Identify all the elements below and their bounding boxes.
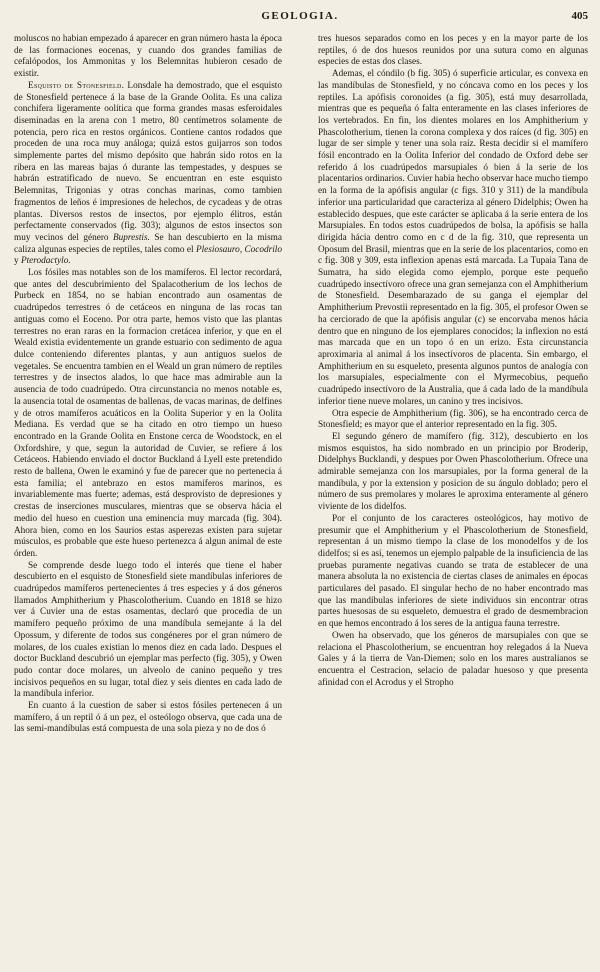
paragraph: tres huesos separados como en los peces y en la mayor parte de los reptiles, ó de dos huesos reunidos por una sutura como en algunas especies de estas dos clases. — [318, 34, 588, 68]
italic-term: Plesiosauro — [195, 244, 240, 255]
paragraph: Otra especie de Amphitherium (fig. 306), se ha encontrado cerca de Stonesfield; es mayor que el anterior representado en la fig. 305. — [318, 408, 588, 431]
paragraph: moluscos no habian empezado á aparecer en gran número hasta la época de las formaciones eocenas, y cuando dos grandes familias de cefalópodos, los Ammonitas y los Belemnitas hubieron cesado de existir. — [14, 34, 282, 80]
italic-term: Buprestis. — [113, 232, 150, 243]
left-text-column — [14, 34, 282, 964]
italic-term: Cocodrilo — [244, 244, 282, 255]
paragraph: Owen ha observado, que los géneros de marsupiales con que se relaciona el Phascolotherium, se encuentran hoy relegados á la Nueva Gales y á la tierra de Van-Diemen; solo en los mares australianos se encuentra el Cestracion, selacio de paladar huesoso y que presenta afinidad con el Acrodus y el Stropho — [318, 630, 588, 688]
paragraph: Ademas, el cóndilo (b fig. 305) ó superficie articular, es convexa en las mandíbulas de Stonesfield, y no cóncava como en los peces y los reptiles. La apófisis coronoides (a fig. 305), está muy desarrollada, mientras que es pequeña ó falta enteramente en las clases inferiores de los vertebrados. En fin, los dientes molares en los Amphitherium y Phascolotherium, tienen la corona complexa y dos raíces (d fig. 305) en lugar de ser simple y tener una sola raíz. Resta decidir si el mamífero fósil encontrado en la Oolita Inferior del condado de Oxford debe ser referido á los cuadrúpedos marsupiales ó bien á la serie de los placentarios ordinarios. Cuvier habia hecho observar hace mucho tiempo en la forma de la apófisis angular (c figs. 310 y 311) de la mandíbula inferior una particularidad que caracteriza al género Didelphis; Owen ha establecido despues, que este carácter se aplicaba á la serie entera de los Marsupiales. En todos estos cuadrúpedos de bolsa, la apófisis se halla dirigida hácia dentro como en c d de la fig. 310, que representa un Oposum del Brasil, mientras que en la serie de los placentarios, como en c fig. 308 y 309, esta inflexion apenas está marcada. La Tupaia Tana de Sumatra, ha sido elegida como ejemplo, porque este pequeño cuadrúpedo insectívoro ofrece una gran semejanza con el Amphitherium de Stonesfield. Desembarazado de su ganga el ejemplar del Amphitherium Prevostii representado en la fig. 305, el profesor Owen se ha cerciorado de que la apófisis angular (c) se encorvaba menos hácia dentro que en ninguno de los ejemplares conocidos; la inflexion no está mas marcada que en un topo ó en un erizo. Esta circunstancia aproximaria al animal á los insectívoros de placenta. Sin embargo, el Amphitherium en su esqueleto, presenta algunos puntos de analogía con los marsupiales, especialmente con el Myrmecobius, pequeño cuadrúpedo insectívoro de la Australia, que á cada lado de la mandíbula inferior tiene nueve molares, un canino y tres incisivos. — [318, 69, 588, 407]
paragraph-text: Se han descubierto en la misma caliza algunas especies de reptiles, tales como el — [14, 232, 282, 255]
section-lead: Esquisto de Stonesfield. — [28, 80, 125, 91]
paragraph-text: Lonsdale ha demostrado, que el esquisto de Stonesfield pertenece á la base de la Grande Oolita. Es una caliza conchifera ligeramente oolítica que forma grandes masas esferoidales diseminadas en la arena con 1 metro, 80 centímetros solamente de potencia, pero rica en restos orgánicos. Contiene cantos rodados que proceden de una roca muy análoga; quizá estos guijarros son todos simplemente partes del mismo depósito que habrán sido rotos en la ribera en las mareas bajas ó durante las tempestades, y despues se habrán estratificado de nuevo. Se encuentran en este esquisto Belemnitas, Trigonias y otras conchas marinas, como tambien fragmentos de leños é impresiones de helechos, de cycadeas y de otras plantas. Diversos restos de insectos, por ejemplo élitros, están perfectamente conservados (fig. 303); algunos de estos insectos son muy vecinos del género — [14, 80, 282, 243]
paragraph: Los fósiles mas notables son de los mamíferos. El lector recordará, que antes del descubrimiento del Spalacotherium de los lechos de Purbeck en 1854, no se habian encontrado aun osamentas de cuadrúpedos terrestres ó de cetáceos en ninguna de las rocas tan antiguas como el Eoceno. Por otra parte, hemos visto que las plantas terrestres no eran raras en la formacion cretácea inferior, y que en el Weald existia evidentemente un grande estuario con sedimento de agua dulce conteniendo diferentes plantas, y aun antiguos suelos de vegetales. Se encuentra tambien en el Weald un gran número de reptiles terrestres y de insectos alados, lo que hace mas admirable aun la ausencia de todo cuadrúpedo. Otra circunstancia no menos notable es, la ausencia total de osamentas de ballenas, de vacas marinas, de delfines y de otros mamíferos acuáticos en la Oolita Superior y en la Oolita Mediana. Es verdad que se ha citado en otro tiempo un hueso encontrado en la Grande Oolita en Enstone cerca de Woodstock, en el Oxfordshire, y que, segun la autoridad de Cuvier, se refiere á los Cetáceos. Habiendo enviado el doctor Buckland á Lyell este pretendido resto de ballena, Owen le examinó y fue de parecer que no pertenecia á esta familia; el antebrazo en estos mamíferos marinos, es invariablemente mas fuerte; ademas, está desprovisto de depresiones y crestas de inserciones musculares, mientras que se observa hácia el medio del hueso en cuestion una eminencia muy marcada (fig. 304). Ahora bien, como en los Saurios estas asperezas existen para sujetar músculos, es probable que este hueso pertenezca á algun animal de este órden. — [14, 268, 282, 559]
paragraph: Se comprende desde luego todo el interés que tiene el haber descubierto en el esquisto de Stonesfield siete mandíbulas inferiores de cuadrúpedos mamíferos pertenecientes á tres especies y á dos géneros llamados Amphitherium y Phascolotherium. Cuando en 1818 se hizo ver á Cuvier una de estas osamentas, declaró que procedia de un mamífero pequeño próximo de una mandíbula semejante á la del Opossum, y diferente de todos sus congéneres por el gran número de molares, de los cuales existian lo menos diez en cada lado. Despues el doctor Buckland descubrió un ejemplar mas perfecto (fig. 305), y Owen pudo contar doce molares, un alveolo de canino pequeño y tres incisivos pequeños en su lugar, total diez y seis dientes en cada lado de la mandíbula inferior. — [14, 560, 282, 700]
paragraph: En cuanto á la cuestion de saber si estos fósiles pertenecen á un mamífero, á un reptil ó á un pez, el osteólogo observa, que cada una de las semi-mandíbulas está compuesta de una sola pieza y no de dos ó — [14, 701, 282, 735]
paragraph-text: , — [239, 244, 245, 255]
paragraph-text: y — [14, 256, 21, 267]
paragraph — [14, 81, 282, 268]
running-title: GEOLOGIA. — [261, 10, 339, 22]
paragraph: El segundo género de mamífero (fig. 312), descubierto en los mismos esquistos, ha sido nombrado en un principio por Broderip, Didelphys Bucklandi, y despues por Owen Phascolotherium. Ofrece una admirable semejanza con los marsupiales, por la forma general de la mandíbula, y por la extension y posicion de su ángulo doblado; pero el número de sus premolares y molares le aproxima enteramente al género viviente de los didelfos. — [318, 431, 588, 513]
right-text-column — [318, 34, 588, 964]
page-header — [12, 10, 588, 30]
page-number: 405 — [571, 10, 588, 22]
italic-term: Pterodactylo. — [20, 256, 71, 267]
paragraph: Por el conjunto de los caracteres osteológicos, hay motivo de presumir que el Amphitherium y el Phascolotherium de Stonesfield, representan á un mismo tiempo la clase de los monodelfos y de los didelfos; si es así, tenemos un ejemplo palpable de la insuficiencia de las pruebas puramente negativas cuando se trata de establecer de una manera absoluta la no existencia de ciertas clases de animales en épocas particulares del pasado. El singular hecho de no haber encontrado mas que las mandíbulas inferiores de siete individuos sin encontrar otras partes huesosas de su esqueleto, demuestra el grado de desmembracion en que hemos encontrado á los seres de la antigua fauna terrestre. — [318, 513, 588, 630]
